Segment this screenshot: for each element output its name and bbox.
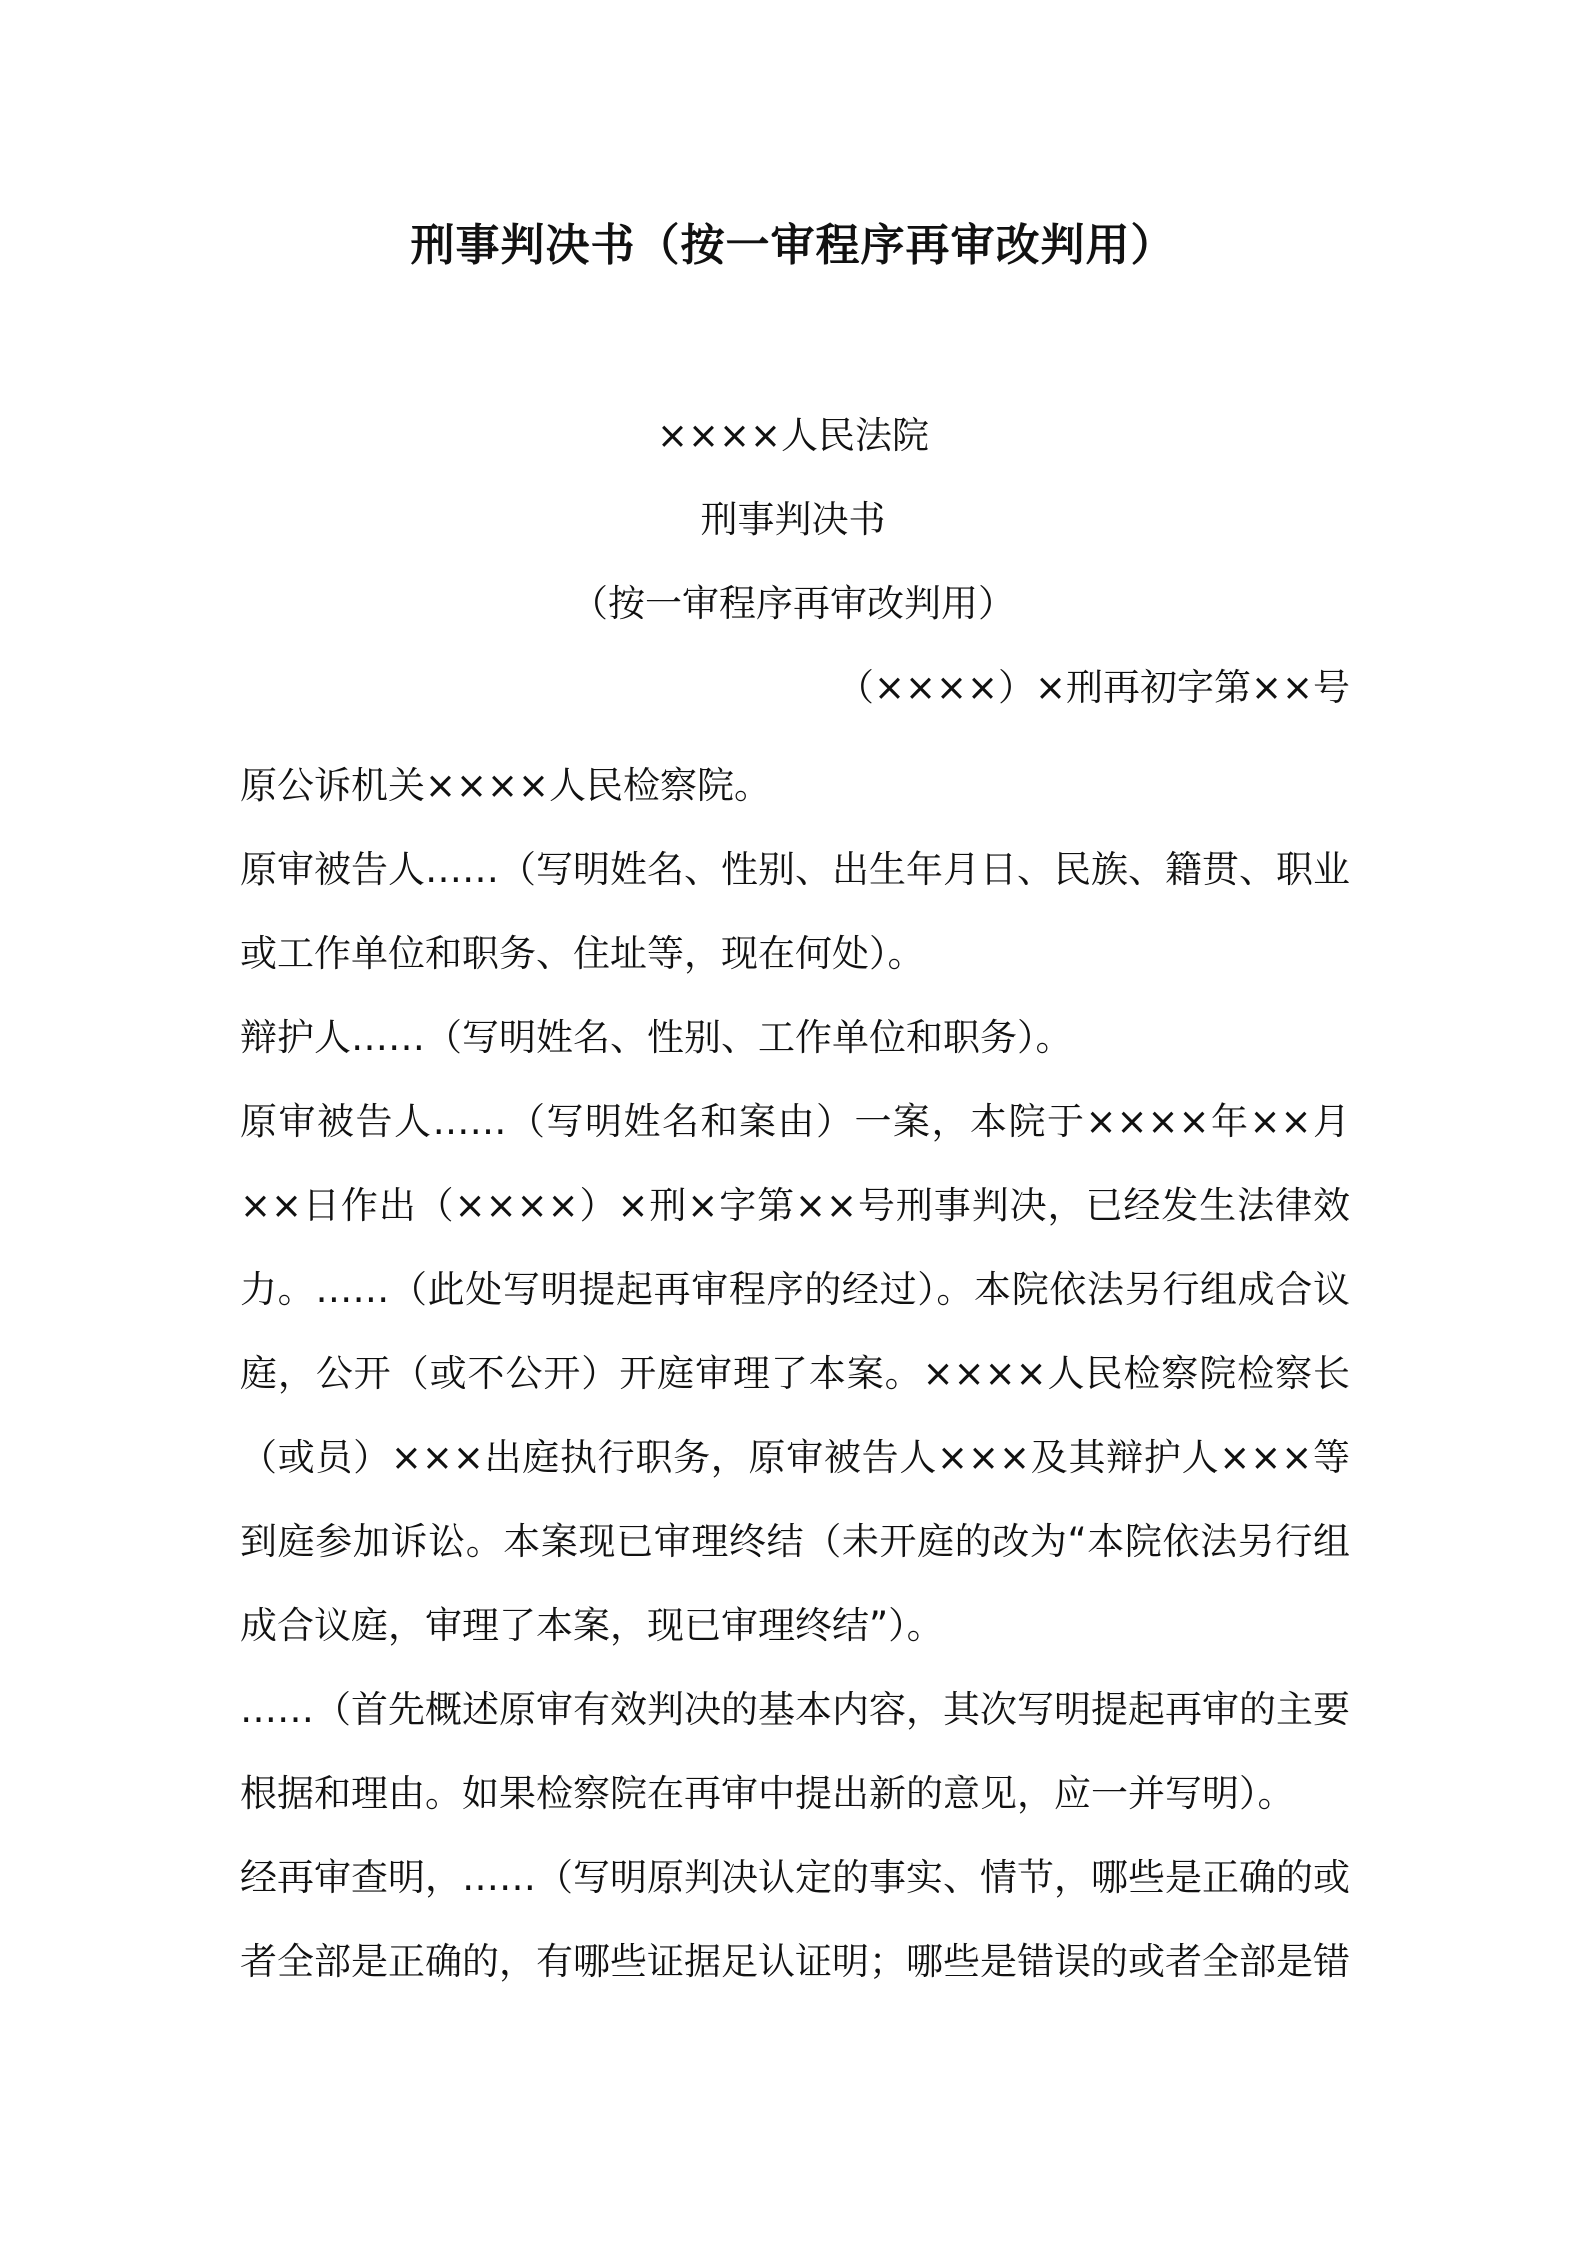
document-subtitle: （按一审程序再审改判用） bbox=[571, 582, 1015, 625]
document-type: 刑事判决书 bbox=[700, 498, 886, 541]
court-name: ××××人民法院 bbox=[656, 414, 929, 457]
document-title: 刑事判决书（按一审程序再审改判用） bbox=[410, 220, 1176, 271]
document-body bbox=[240, 744, 1350, 2004]
paragraph-defender: 辩护人……（写明姓名、性别、工作单位和职务）。 bbox=[240, 1016, 1073, 1059]
paragraph-findings: 经再审查明，……（写明原判决认定的事实、情节，哪些是正确的或者全部是正确的，有哪些证据足认证明；哪些是错误的或者全部是错 bbox=[240, 1856, 1350, 1983]
case-number: （××××）×刑再初字第××号 bbox=[836, 666, 1350, 709]
paragraph-prosecutor: 原公诉机关××××人民检察院。 bbox=[240, 764, 772, 807]
paragraph-retrial-reason: ……（首先概述原审有效判决的基本内容，其次写明提起再审的主要根据和理由。如果检察院在再审中提出新的意见，应一并写明）。 bbox=[240, 1688, 1350, 1815]
paragraph-defendant: 原审被告人……（写明姓名、性别、出生年月日、民族、籍贯、职业或工作单位和职务、住址等，现在何处）。 bbox=[240, 848, 1350, 975]
paragraph-case-history: 原审被告人……（写明姓名和案由）一案，本院于××××年××月××日作出（××××）×刑×字第××号刑事判决，已经发生法律效力。……（此处写明提起再审程序的经过）。本院依法另行组成合议庭，公开（或不公开）开庭审理了本案。××××人民检察院检察长（或员）×××出庭执行职务，原审被告人×××及其辩护人×××等到庭参加诉讼。本案现已审理终结（未开庭的改为“本院依法另行组成合议庭，审理了本案，现已审理终结”）。 bbox=[240, 1100, 1350, 1647]
